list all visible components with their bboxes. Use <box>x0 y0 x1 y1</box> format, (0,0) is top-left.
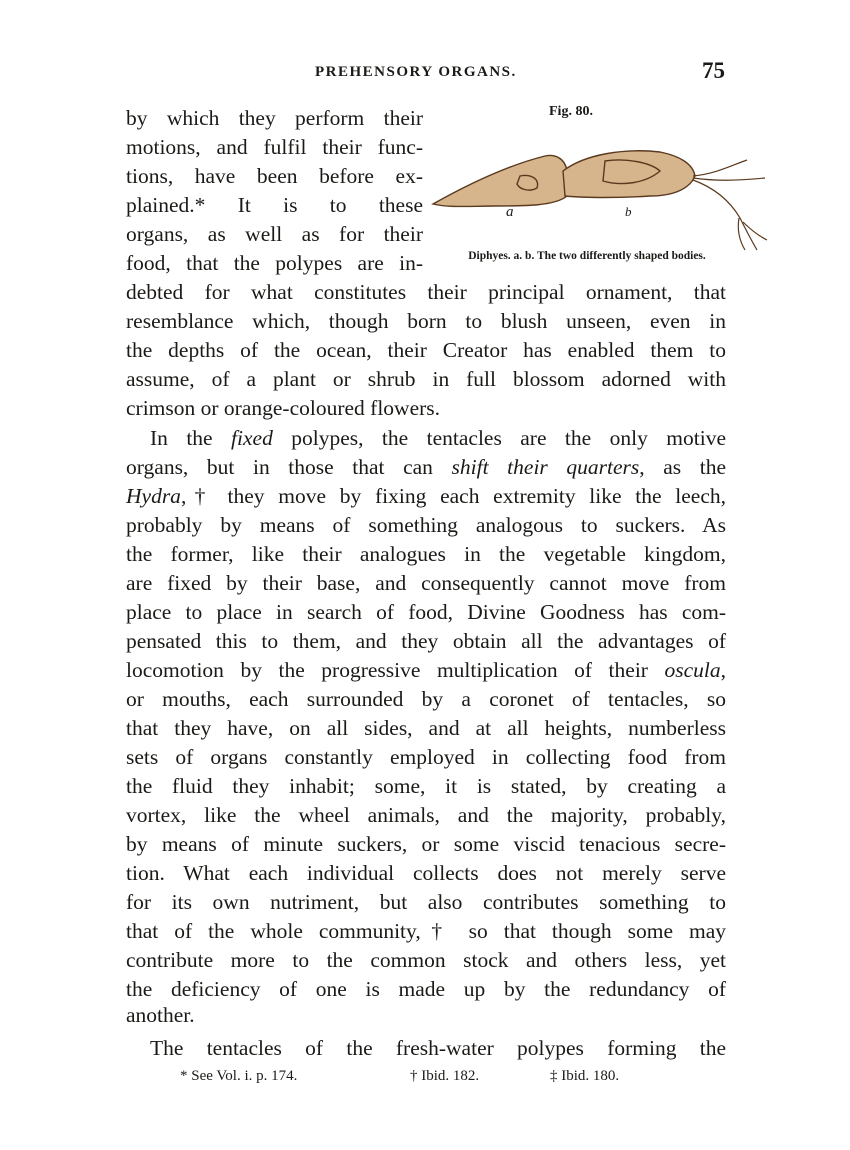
text-span: organs, but in those that can <box>126 455 452 479</box>
text-line-1: by which they perform their <box>126 106 423 130</box>
text-span: ,† they move by fixing each extremity like the leech, <box>180 484 726 508</box>
running-head <box>125 60 725 90</box>
diphyes-body-a <box>433 156 567 207</box>
figure-letter-b: b <box>625 204 632 219</box>
text-line-29: that of the whole community,† so that though some may <box>126 919 726 943</box>
footnote-2: † Ibid. 182. <box>410 1068 480 1084</box>
diphyes-body-a-cavity <box>517 176 538 191</box>
page-number: 75 <box>702 58 725 83</box>
text-line-21: or mouths, each surrounded by a coronet of tentacles, so <box>126 687 726 711</box>
text-line-2: motions, and fulfil their func- <box>126 135 423 159</box>
text-line-20 <box>126 656 726 684</box>
text-line-4: plained.* It is to these <box>126 193 423 217</box>
diphyes-tentacle-2 <box>693 178 765 180</box>
diphyes-illustration <box>425 126 770 256</box>
text-line-14 <box>126 482 726 510</box>
text-line-19: pensated this to them, and they obtain all the advantages of <box>126 629 726 653</box>
text-line-7: debted for what constitutes their principal ornament, that <box>126 280 726 304</box>
text-line-11: crimson or orange-coloured flowers. <box>126 396 441 420</box>
text-line-23: sets of organs constantly employed in collecting food from <box>126 745 726 769</box>
text-line-17: are fixed by their base, and consequently cannot move from <box>126 571 726 595</box>
text-span: In the <box>150 426 232 450</box>
text-line-32: another. <box>126 1003 195 1027</box>
text-line-8: resemblance which, though born to blush unseen, even in <box>126 309 726 333</box>
italic-span: Hydra <box>126 484 181 508</box>
text-line-15: probably by means of something analogous to suckers. As <box>126 513 726 537</box>
text-line-26: by means of minute suckers, or some viscid tenacious secre- <box>126 832 726 856</box>
text-line-16: the former, like their analogues in the vegetable kingdom, <box>126 542 726 566</box>
text-line-18: place to place in search of food, Divine Goodness has com- <box>126 600 726 624</box>
footnote-1: * See Vol. i. p. 174. <box>180 1068 298 1084</box>
text-line-9: the depths of the ocean, their Creator has enabled them to <box>126 338 726 362</box>
text-line-22: that they have, on all sides, and at all heights, numberless <box>126 716 726 740</box>
text-span: , <box>720 658 726 682</box>
text-line-27: tion. What each individual collects does not merely serve <box>126 861 726 885</box>
diphyes-tentacle-3 <box>693 180 757 250</box>
text-span: polypes, the tentacles are the only motive <box>272 426 726 450</box>
italic-span: shift their quarters <box>451 455 640 479</box>
text-line-3: tions, have been before ex- <box>126 164 423 188</box>
text-line-5: organs, as well as for their <box>126 222 423 246</box>
text-span: , as the <box>639 455 726 479</box>
footnotes <box>180 1068 680 1090</box>
running-title: PREHENSORY ORGANS. <box>315 64 517 80</box>
text-line-24: the fluid they inhabit; some, it is stated, by creating a <box>126 774 726 798</box>
diphyes-tentacle-1 <box>693 160 747 176</box>
text-line-30: contribute more to the common stock and others less, yet <box>126 948 726 972</box>
text-line-13 <box>126 453 726 481</box>
text-line-10: assume, of a plant or shrub in full blossom adorned with <box>126 367 726 391</box>
figure-caption: Diphyes. a. b. The two differently shaped bodies. <box>468 250 706 262</box>
italic-span: oscula <box>664 658 721 682</box>
text-line-31: the deficiency of one is made up by the redundancy of <box>126 977 726 1001</box>
text-line-28: for its own nutriment, but also contributes something to <box>126 890 726 914</box>
text-line-12 <box>126 424 726 452</box>
footnote-3: ‡ Ibid. 180. <box>550 1068 620 1084</box>
italic-span: fixed <box>231 426 273 450</box>
text-line-6: food, that the polypes are in- <box>126 251 423 275</box>
text-span: locomotion by the progressive multiplication of their <box>126 658 665 682</box>
figure-80 <box>425 104 770 282</box>
figure-label: Fig. 80. <box>549 104 593 119</box>
figure-letter-a: a <box>506 204 514 220</box>
text-line-25: vortex, like the wheel animals, and the majority, probably, <box>126 803 726 827</box>
text-line-33: The tentacles of the fresh-water polypes forming the <box>150 1036 726 1060</box>
